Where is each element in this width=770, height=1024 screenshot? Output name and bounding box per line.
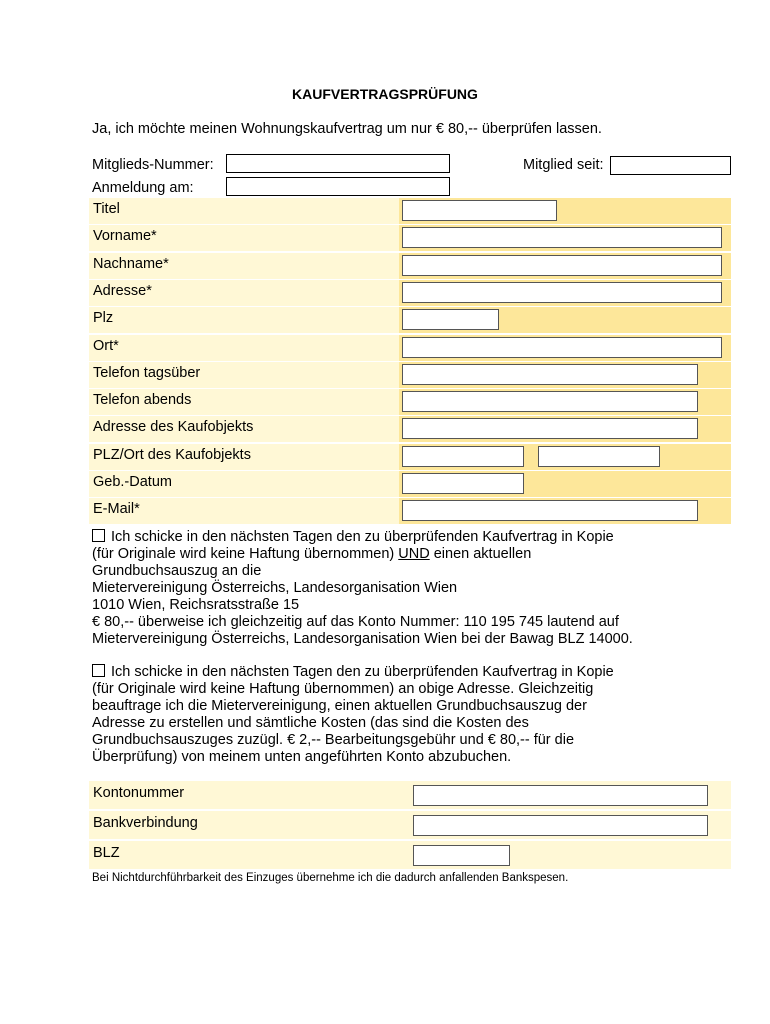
option2-paragraph xyxy=(92,664,732,766)
option2-line: Ich schicke in den nächsten Tagen den zu überprüfenden Kaufvertrag in Kopie xyxy=(111,664,614,680)
blz-input[interactable] xyxy=(413,845,510,866)
account-label: Kontonummer xyxy=(93,785,185,801)
field-row-telefon-abends xyxy=(89,389,731,415)
option2-line: (für Originale wird keine Haftung übernommen) an obige Adresse. Gleichzeitig xyxy=(92,681,594,697)
option2-line: Überprüfung) von meinem unten angeführten Konto abzubuchen. xyxy=(92,749,512,765)
member-since-label: Mitglied seit: xyxy=(523,157,604,173)
option1-checkbox[interactable] xyxy=(92,529,105,542)
field-row-telefon-tag xyxy=(89,362,731,388)
titel-input[interactable] xyxy=(402,200,557,221)
ort-input[interactable] xyxy=(402,337,722,358)
field-label: Geb.-Datum xyxy=(93,474,172,490)
field-row-adresse-kaufobjekt xyxy=(89,416,731,442)
option1-line: € 80,-- überweise ich gleichzeitig auf das Konto Nummer: 110 195 745 lautend auf xyxy=(92,614,619,630)
blz-label: BLZ xyxy=(93,845,120,861)
field-label: Adresse des Kaufobjekts xyxy=(93,419,254,435)
field-label: Adresse* xyxy=(93,283,152,299)
option2-checkbox[interactable] xyxy=(92,664,105,677)
footer-note: Bei Nichtdurchführbarkeit des Einzuges übernehme ich die dadurch anfallenden Bankspesen. xyxy=(92,872,569,884)
bank-row-account xyxy=(89,781,731,809)
bank-label: Bankverbindung xyxy=(93,815,198,831)
option1-und: UND xyxy=(398,546,430,562)
option2-line: beauftrage ich die Mietervereinigung, einen aktuellen Grundbuchsauszug der xyxy=(92,698,587,714)
option1-line: Mietervereinigung Österreichs, Landesorganisation Wien bei der Bawag BLZ 14000. xyxy=(92,631,633,647)
field-row-ort xyxy=(89,335,731,361)
field-row-plz xyxy=(89,307,731,333)
geburtsdatum-input[interactable] xyxy=(402,473,524,494)
option1-line: Ich schicke in den nächsten Tagen den zu überprüfenden Kaufvertrag in Kopie xyxy=(111,529,614,545)
bank-row-bank xyxy=(89,811,731,839)
field-label: Vorname* xyxy=(93,228,157,244)
bank-row-blz xyxy=(89,841,731,869)
bank-input[interactable] xyxy=(413,815,708,836)
option1-line: Mietervereinigung Österreichs, Landesorganisation Wien xyxy=(92,580,458,596)
registered-input[interactable] xyxy=(226,177,450,196)
field-label: Nachname* xyxy=(93,256,169,272)
member-since-input[interactable] xyxy=(610,156,731,175)
plz-kaufobjekt-input[interactable] xyxy=(402,446,524,467)
field-row-plz-ort-kaufobjekt xyxy=(89,444,731,470)
field-label: PLZ/Ort des Kaufobjekts xyxy=(93,447,251,463)
field-label: E-Mail* xyxy=(93,501,140,517)
option1-line: Grundbuchsauszug an die xyxy=(92,563,262,579)
option1-line: 1010 Wien, Reichsratsstraße 15 xyxy=(92,597,300,613)
field-label: Plz xyxy=(93,310,114,326)
option1-paragraph xyxy=(92,529,732,648)
page-title: KAUFVERTRAGSPRÜFUNG xyxy=(292,86,478,102)
adresse-kaufobjekt-input[interactable] xyxy=(402,418,698,439)
option2-line: Adresse zu erstellen und sämtliche Kosten (das sind die Kosten des xyxy=(92,715,529,731)
registered-label: Anmeldung am: xyxy=(92,180,194,196)
plz-input[interactable] xyxy=(402,309,499,330)
field-label: Telefon tagsüber xyxy=(93,365,201,381)
nachname-input[interactable] xyxy=(402,255,722,276)
telefon-tag-input[interactable] xyxy=(402,364,698,385)
field-label: Titel xyxy=(93,201,120,217)
field-row-adresse xyxy=(89,280,731,306)
option1-line: (für Originale wird keine Haftung übernommen) xyxy=(92,546,395,562)
field-row-titel xyxy=(89,198,731,224)
adresse-input[interactable] xyxy=(402,282,722,303)
field-row-nachname xyxy=(89,253,731,279)
field-label: Telefon abends xyxy=(93,392,192,408)
vorname-input[interactable] xyxy=(402,227,722,248)
member-number-label: Mitglieds-Nummer: xyxy=(92,157,214,173)
email-input[interactable] xyxy=(402,500,698,521)
field-label: Ort* xyxy=(93,338,119,354)
field-row-geburtsdatum xyxy=(89,471,731,497)
intro-text: Ja, ich möchte meinen Wohnungskaufvertrag um nur € 80,-- überprüfen lassen. xyxy=(92,121,602,137)
option2-line: Grundbuchsauszuges zuzügl. € 2,-- Bearbeitungsgebühr und € 80,-- für die xyxy=(92,732,575,748)
member-number-input[interactable] xyxy=(226,154,450,173)
telefon-abends-input[interactable] xyxy=(402,391,698,412)
ort-kaufobjekt-input[interactable] xyxy=(538,446,660,467)
option1-line: einen aktuellen xyxy=(433,546,532,562)
field-row-vorname xyxy=(89,225,731,251)
account-input[interactable] xyxy=(413,785,708,806)
field-row-email xyxy=(89,498,731,524)
